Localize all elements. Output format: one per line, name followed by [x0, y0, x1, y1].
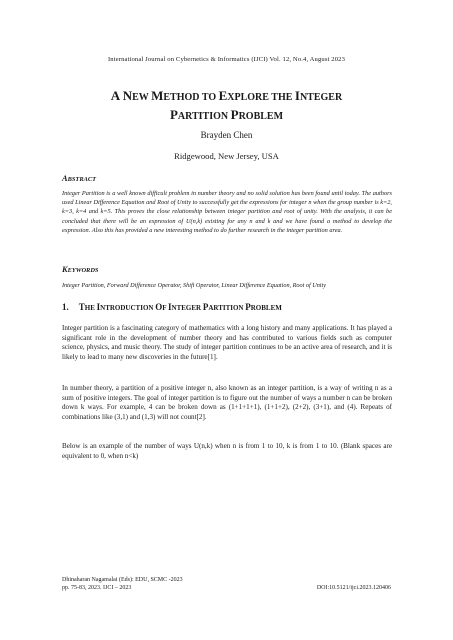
author-affiliation: Ridgewood, New Jersey, USA: [174, 151, 279, 161]
section-1-heading: 1. THE INTRODUCTION OF INTEGER PARTITION PROBLEM: [62, 302, 282, 312]
section-1-paragraph: Integer partition is a fascinating category of mathematics with a long history and many applications. It has played a significant role in the development of number theory and has contributed to various fields such as computer science, physics, and music theory. The study of integer partition continues to be an active area of research, and it is likely to lead to many new discoveries in the future[1].: [62, 324, 392, 361]
section-number: 1.: [62, 302, 69, 312]
author-name: Brayden Chen: [200, 130, 253, 140]
footer-doi: DOI:10.5121/ijci.2023.120406: [316, 585, 391, 591]
footer-editors: Dhinaharan Nagamalai (Eds): EDU, SCMC -2023: [62, 577, 183, 583]
keywords-heading: KEYWORDS: [62, 265, 99, 274]
abstract-heading: ABSTRACT: [62, 174, 97, 183]
title-line-1: A NEW METHOD TO EXPLORE THE INTEGER: [110, 88, 343, 103]
journal-header: International Journal on Cybernetics & Informatics (IJCI) Vol. 12, No.4, August 2023: [107, 56, 345, 63]
paper-title: [40, 88, 413, 125]
abstract-text: Integer Partition is a well known difficult problem in number theory and no solid solution has been found until today. The authors used Linear Difference Equation and Root of Unity to successfully get the expressions for integer n when the group number is k=2, k=3, k=4 and k=5. This proves the close relationship between integer partition and root of unity. With the analysis, it can be concluded that there will be an expression of U(n,k) existing for any n and k and we have found a method to develop the expression. Also this has provided a new interesting method to do further research in the integer partition area.: [62, 190, 392, 234]
section-1-paragraph: Below is an example of the number of ways U(n,k) when n is from 1 to 10, k is from 1 to 10. (Blank spaces are equivalent to 0, when n<k): [62, 442, 392, 460]
footer-left: [62, 576, 183, 593]
footer-pages: pp. 75-83, 2023. IJCI – 2023: [62, 585, 132, 592]
keywords-text: Integer Partition, Forward Difference Operator, Shift Operator, Linear Difference Equation, Root of Unity: [62, 282, 326, 289]
section-1-paragraph: In number theory, a partition of a positive integer n, also known as an integer partition, is a way of writing n as a sum of positive integers. The goal of integer partition is to figure out the number of ways a number n can be broken down k ways. For example, 4 can be broken down as (1+1+1+1), (1+1+2), (2+2), (3+1), and (4). Repeats of combinations like (3,1) and (1,3) will not count[2].: [62, 384, 392, 421]
title-line-2: PARTITION PROBLEM: [169, 106, 284, 122]
